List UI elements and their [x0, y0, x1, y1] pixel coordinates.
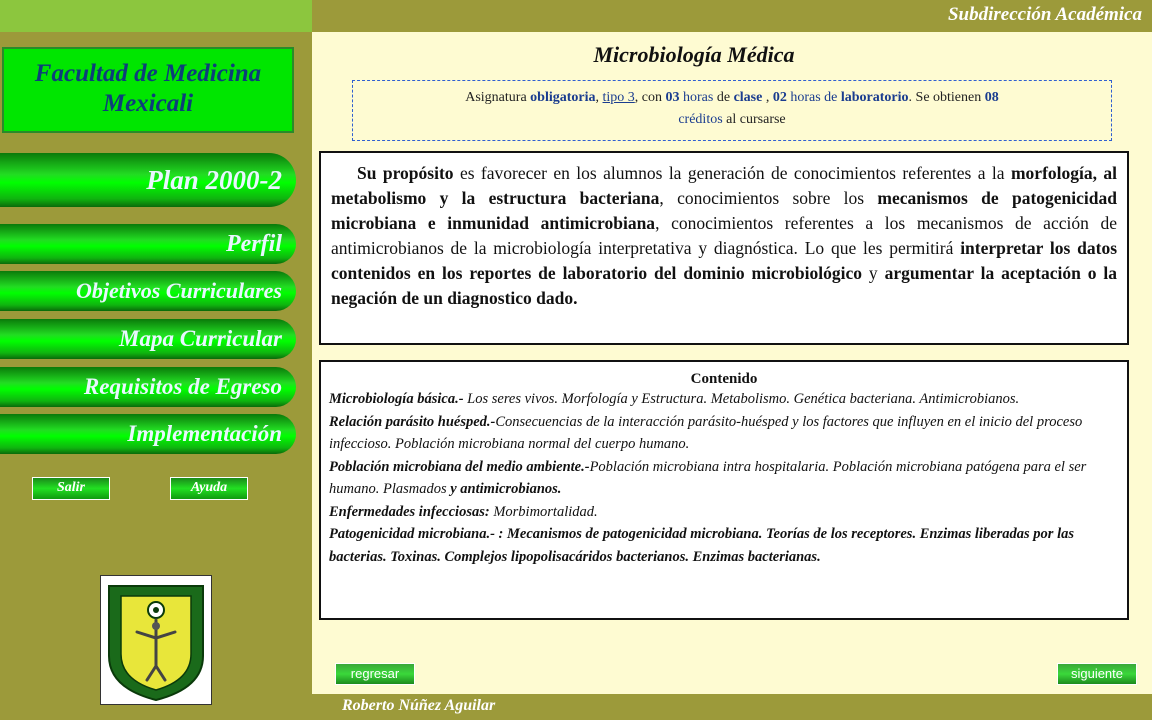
regresar-button[interactable]: regresar [335, 663, 415, 685]
salir-button[interactable]: Salir [32, 477, 110, 500]
tipo-link[interactable]: tipo 3 [602, 90, 635, 105]
content-item-1: Microbiología básica.- Los seres vivos. Morfología y Estructura. Metabolismo. Genética bacteriana. Antimicrobianos. [329, 391, 1020, 407]
footer-author: Roberto Núñez Aguilar [342, 697, 496, 714]
content-item-3: Población microbiana del medio ambiente.-Población microbiana intra hospitalaria. Población microbiana patógena para el ser humano. Plasmados y antimicrobianos. [329, 458, 1087, 497]
nav-mapa-curricular[interactable]: Mapa Curricular [0, 319, 296, 359]
school-name-box [2, 47, 294, 133]
content-item-5: Patogenicidad microbiana.- : Mecanismos de patogenicidad microbiana. Teorías de los receptores. Enzimas liberadas por las bacterias. Toxinas. Complejos lipopolisacáridos bacterianos. Enzimas bacterianas. [329, 526, 1075, 565]
header-bar [312, 0, 1152, 32]
nav-plan[interactable]: Plan 2000-2 [0, 153, 296, 207]
ayuda-button[interactable]: Ayuda [170, 477, 248, 500]
nav-requisitos-egreso[interactable]: Requisitos de Egreso [0, 367, 296, 407]
footer-bar [312, 694, 1152, 720]
nav-perfil[interactable]: Perfil [0, 224, 296, 264]
content-item-2: Relación parásito huésped.-Consecuencias de la interacción parásito-huésped y los factores que influyen en el inicio del proceso infeccioso. Población microbiana normal del cuerpo humano. [329, 413, 1083, 452]
page-title: Microbiología Médica [593, 42, 795, 67]
university-seal-icon [100, 575, 212, 705]
nav-implementacion[interactable]: Implementación [0, 414, 296, 454]
school-line2: Mexicali [102, 90, 194, 117]
nav-objetivos-curriculares[interactable]: Objetivos Curriculares [0, 271, 296, 311]
header-org: Subdirección Académica [947, 4, 1142, 25]
course-info: Asignatura obligatoria, tipo 3, con 03 horas de clase , 02 horas de laboratorio. Se obtienen 08 créditos al cursarse [352, 80, 1112, 141]
top-left-accent [0, 0, 312, 32]
siguiente-button[interactable]: siguiente [1057, 663, 1137, 685]
content-item-4: Enfermedades infecciosas: Morbimortalidad. [329, 503, 598, 520]
purpose-box: Su propósito es favorecer en los alumnos la generación de conocimientos referentes a la morfología, al metabolismo y la estructura bacteriana, conocimientos sobre los mecanismos de patogenicidad microbiana e inmunidad antimicrobiana, conocimientos referentes a los mecanismos de acción de antimicrobianos de la microbiología interpretativa y diagnóstica. Lo que les permitirá interpretar los datos contenidos en los reportes de laboratorio del dominio microbiológico y argumentar la aceptación o la negación de un diagnostico dado. [319, 151, 1129, 345]
school-line1: Facultad de Medicina [34, 60, 262, 87]
content-heading: Contenido [690, 371, 758, 387]
content-box [319, 360, 1129, 620]
